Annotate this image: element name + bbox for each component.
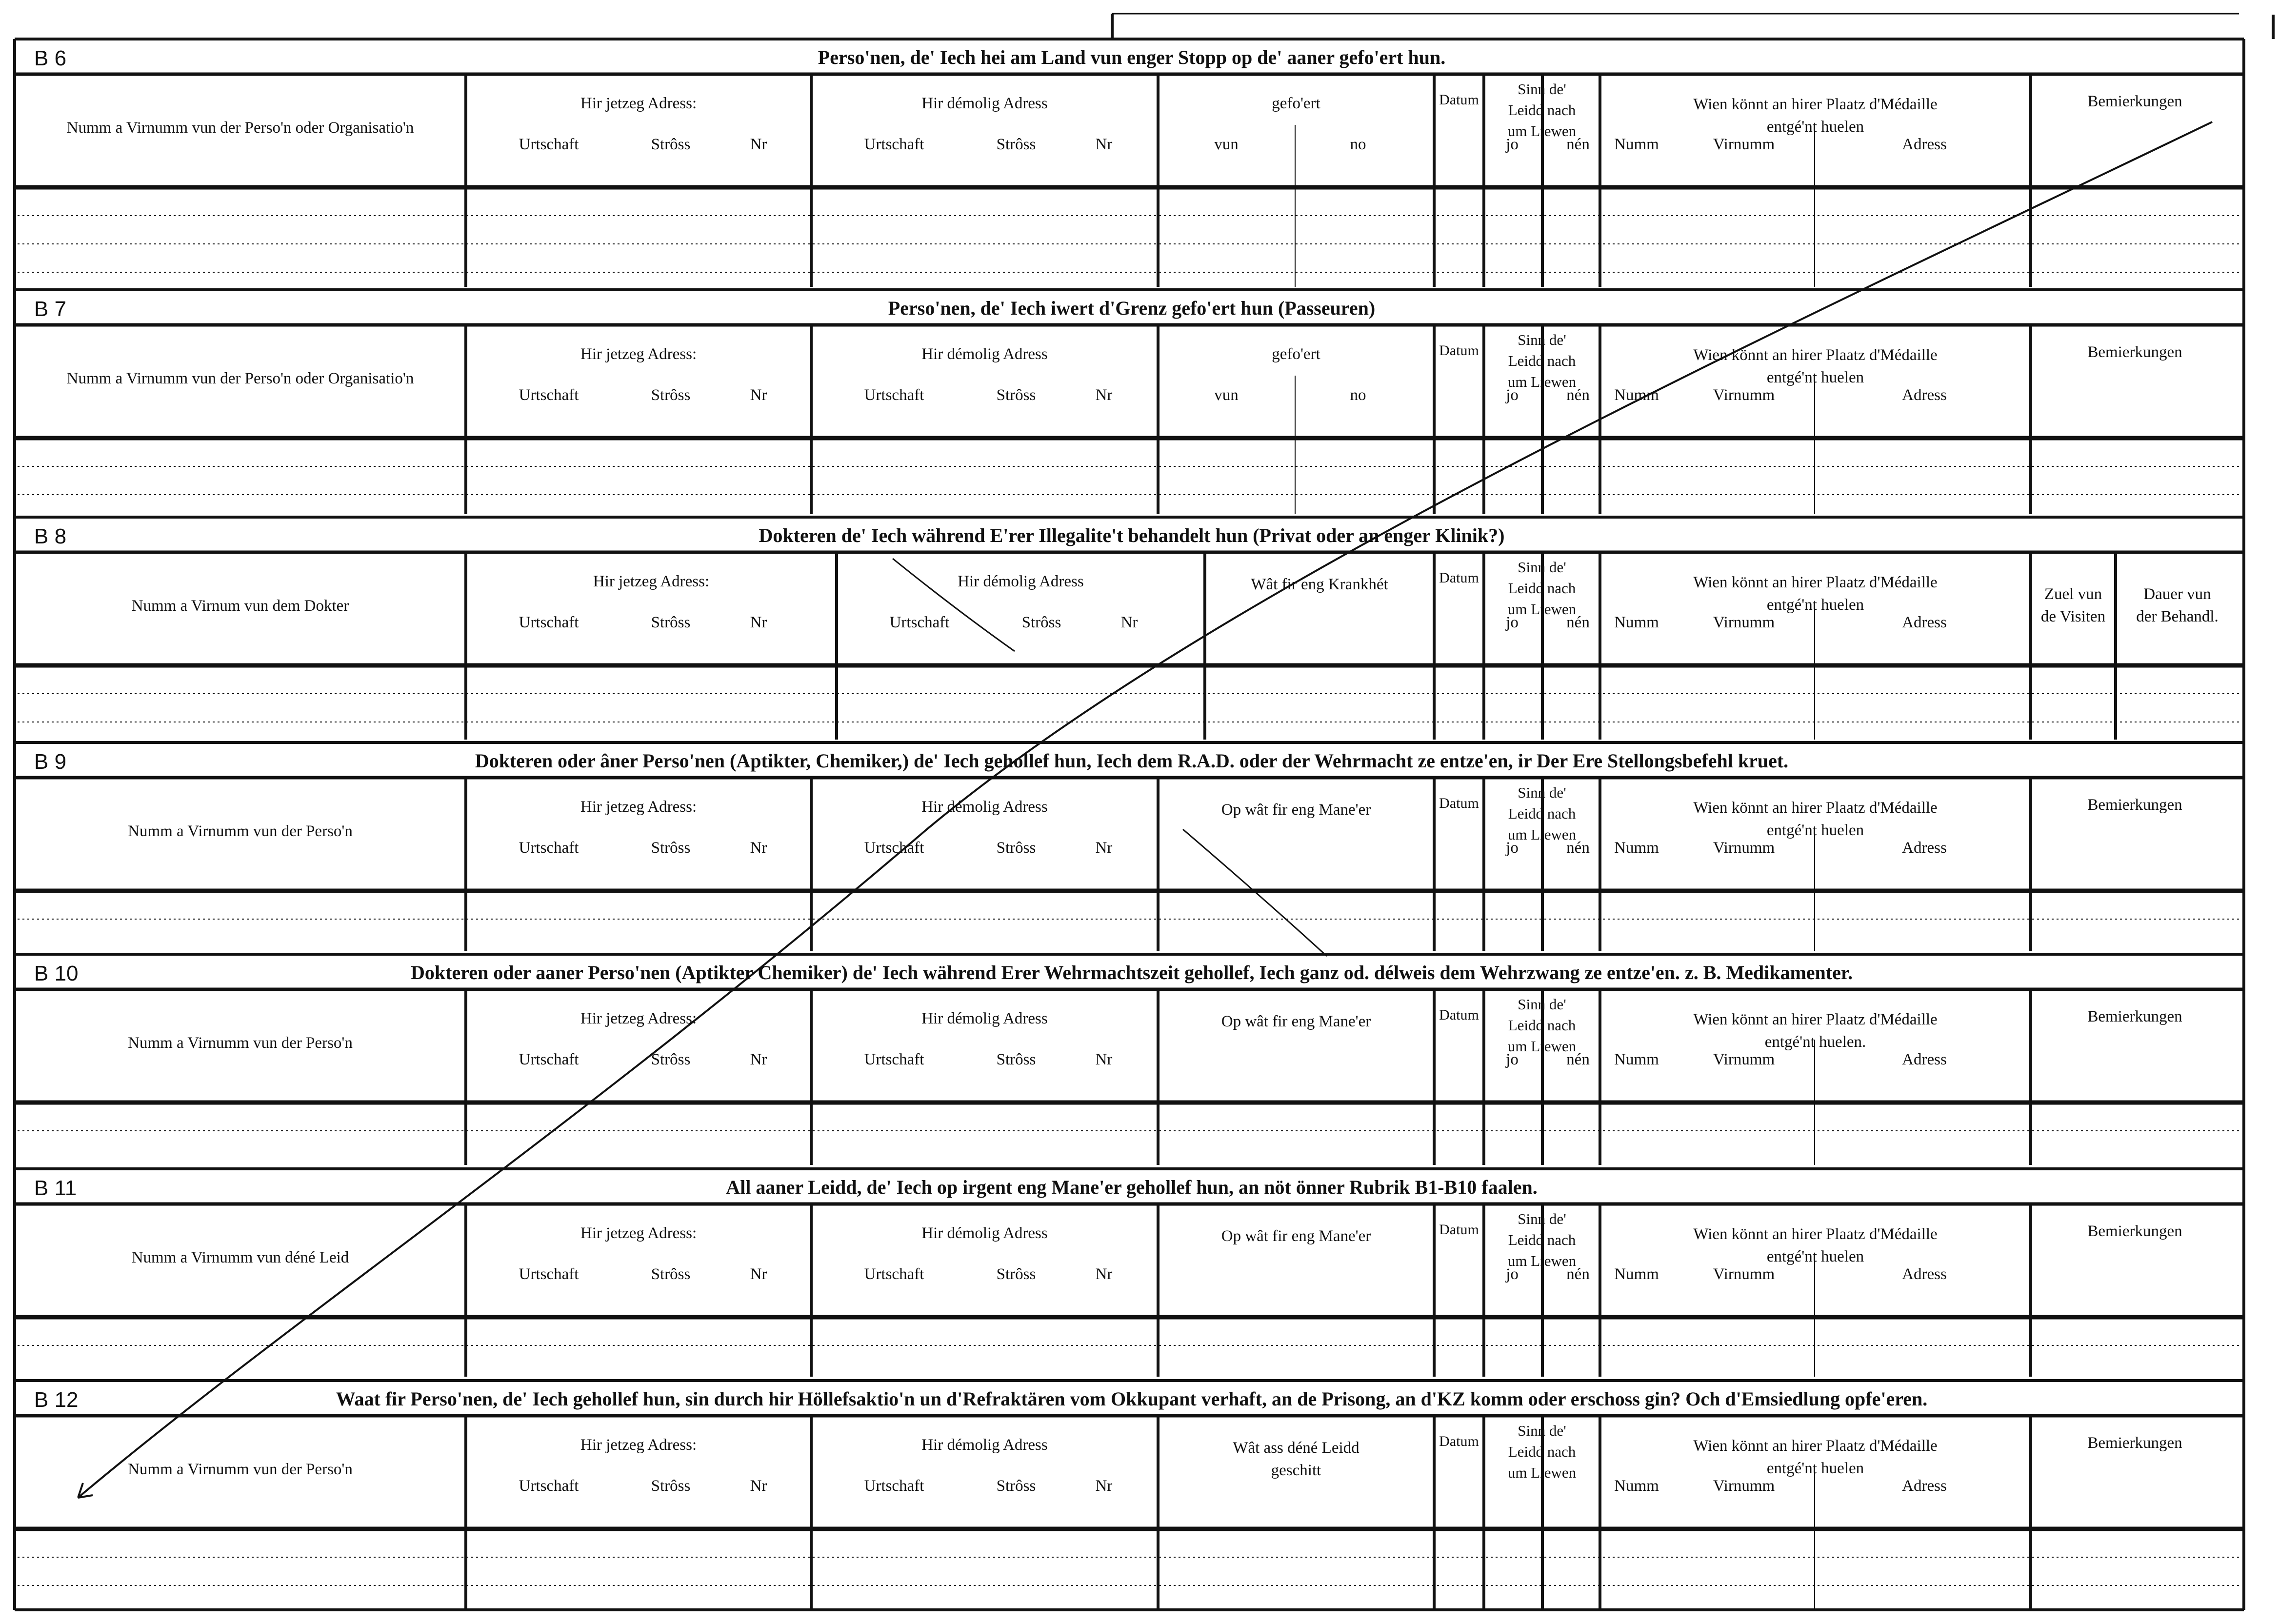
section-id: B 12: [34, 1388, 79, 1412]
current-address-number-header: Nr: [750, 839, 767, 857]
former-address-number-header: Nr: [1095, 1265, 1113, 1283]
alive-no-header: nén: [1566, 614, 1590, 631]
current-address-locality-header: Urtschaft: [519, 1051, 579, 1068]
former-address-header: Hir démolig Adress: [921, 345, 1048, 363]
medal-recipient-name-header: Numm: [1614, 386, 1659, 404]
remarks-header: Bemierkungen: [2087, 1223, 2182, 1240]
medal-recipient-header: Wien könnt an hirer Plaatz d'Médaille entgé'nt huelen: [1693, 799, 1938, 839]
medal-recipient-address-header: Adress: [1902, 614, 1947, 631]
section-id: B 10: [34, 962, 79, 985]
name-column-header: Numm a Virnum vun dem Dokter: [131, 597, 349, 615]
current-address-number-header: Nr: [750, 1051, 767, 1068]
alive-yes-header: jo: [1506, 1051, 1519, 1068]
medal-recipient-header: Wien könnt an hirer Plaatz d'Médaille entgé'nt huelen.: [1693, 1011, 1938, 1051]
section-title: Dokteren de' Iech während E'rer Illegalite't behandelt hun (Privat oder an enger Klinik?): [759, 524, 1505, 546]
current-address-header: Hir jetzeg Adress:: [580, 95, 697, 112]
current-address-locality-header: Urtschaft: [519, 1477, 579, 1495]
former-address-number-header: Nr: [1095, 1477, 1113, 1495]
date-header: Datum: [1439, 92, 1479, 108]
current-address-street-header: Strôss: [651, 1265, 691, 1283]
alive-yes-header: jo: [1506, 614, 1519, 631]
date-header: Datum: [1439, 1433, 1479, 1449]
section-id: B 11: [34, 1176, 77, 1200]
current-address-street-header: Strôss: [651, 136, 691, 153]
medal-recipient-firstname-header: Virnumm: [1713, 614, 1775, 631]
remarks-header: Bemierkungen: [2087, 796, 2182, 814]
date-header: Datum: [1439, 342, 1479, 359]
transported-header: gefo'ert: [1272, 345, 1320, 363]
medal-recipient-header: Wien könnt an hirer Plaatz d'Médaille entgé'nt huelen: [1693, 346, 1938, 386]
date-header: Datum: [1439, 570, 1479, 586]
former-address-locality-header: Urtschaft: [864, 1051, 924, 1068]
former-address-street-header: Strôss: [996, 386, 1036, 404]
alive-no-header: nén: [1566, 386, 1590, 404]
still-alive-header: Sinn de' Leidd nach um Liewen: [1507, 80, 1577, 140]
former-address-street-header: Strôss: [996, 1051, 1036, 1068]
current-address-header: Hir jetzeg Adress:: [580, 798, 697, 816]
section-id: B 7: [34, 297, 67, 321]
medal-recipient-name-header: Numm: [1614, 1265, 1659, 1283]
alive-yes-header: jo: [1506, 136, 1519, 153]
section-id: B 9: [34, 750, 67, 774]
col3-header: Op wât fir eng Mane'er: [1221, 1013, 1371, 1030]
name-column-header: Numm a Virnumm vun der Perso'n oder Organisatio'n: [66, 119, 414, 137]
remarks-header: Bemierkungen: [2087, 1008, 2182, 1025]
section-title: Dokteren oder âner Perso'nen (Aptikter, Chemiker,) de' Iech gehollef hun, Iech dem R.A.D. oder der Wehrmacht ze entze'en, ir Der Ere Stellongsbefehl kruet.: [475, 750, 1789, 772]
former-address-locality-header: Urtschaft: [864, 386, 924, 404]
remarks-header: Bemierkungen: [2087, 343, 2182, 361]
former-address-locality-header: Urtschaft: [864, 1477, 924, 1495]
former-address-locality-header: Urtschaft: [864, 136, 924, 153]
former-address-number-header: Nr: [1095, 136, 1113, 153]
former-address-street-header: Strôss: [1021, 614, 1061, 631]
still-alive-header: Sinn de' Leidd nach um Liewen: [1507, 559, 1577, 618]
alive-no-header: nén: [1566, 1265, 1590, 1283]
medal-recipient-name-header: Numm: [1614, 614, 1659, 631]
date-header: Datum: [1439, 1007, 1479, 1023]
current-address-locality-header: Urtschaft: [519, 386, 579, 404]
current-address-street-header: Strôss: [651, 1477, 691, 1495]
section-title: Perso'nen, de' Iech iwert d'Grenz gefo'ert hun (Passeuren): [888, 297, 1376, 319]
alive-no-header: nén: [1566, 1051, 1590, 1068]
medal-recipient-firstname-header: Virnumm: [1713, 1265, 1775, 1283]
current-address-street-header: Strôss: [651, 386, 691, 404]
medal-recipient-firstname-header: Virnumm: [1713, 1477, 1775, 1495]
alive-yes-header: jo: [1506, 1265, 1519, 1283]
section-title: Waat fir Perso'nen, de' Iech gehollef hun, sin durch hir Höllefsaktio'n un d'Refraktären vom Okkupant verhaft, an de Prisong, an d'KZ komm oder erschoss gin? Och d'Emsiedlung opfe'eren.: [336, 1388, 1928, 1410]
medal-recipient-address-header: Adress: [1902, 136, 1947, 153]
medal-recipient-address-header: Adress: [1902, 839, 1947, 857]
still-alive-header: Sinn de' Leidd nach um Liewen: [1507, 1422, 1577, 1481]
medal-recipient-name-header: Numm: [1614, 839, 1659, 857]
section-title: Dokteren oder aaner Perso'nen (Aptikter Chemiker) de' Iech während Erer Wehrmachtszeit gehollef, Iech ganz od. délweis dem Wehrzwang ze entze'en. z. B. Medikamenter.: [411, 962, 1853, 983]
section-id: B 8: [34, 524, 67, 548]
name-column-header: Numm a Virnumm vun der Perso'n oder Organisatio'n: [66, 370, 414, 387]
former-address-street-header: Strôss: [996, 1265, 1036, 1283]
former-address-locality-header: Urtschaft: [864, 1265, 924, 1283]
col3-header: Op wât fir eng Mane'er: [1221, 801, 1371, 819]
date-header: Datum: [1439, 795, 1479, 811]
visits-count-header: Zuel vun de Visiten: [2040, 585, 2106, 625]
current-address-street-header: Strôss: [651, 839, 691, 857]
current-address-number-header: Nr: [750, 614, 767, 631]
still-alive-header: Sinn de' Leidd nach um Liewen: [1507, 996, 1577, 1055]
current-address-number-header: Nr: [750, 1477, 767, 1495]
current-address-header: Hir jetzeg Adress:: [580, 1010, 697, 1027]
medal-recipient-address-header: Adress: [1902, 1265, 1947, 1283]
former-address-number-header: Nr: [1095, 386, 1113, 404]
medal-recipient-firstname-header: Virnumm: [1713, 839, 1775, 857]
current-address-number-header: Nr: [750, 1265, 767, 1283]
remarks-header: Bemierkungen: [2087, 93, 2182, 110]
current-address-number-header: Nr: [750, 386, 767, 404]
still-alive-header: Sinn de' Leidd nach um Liewen: [1507, 331, 1577, 390]
medal-recipient-address-header: Adress: [1902, 386, 1947, 404]
former-address-number-header: Nr: [1095, 839, 1113, 857]
transported-from-header: vun: [1214, 386, 1239, 404]
col3-header: Op wât fir eng Mane'er: [1221, 1227, 1371, 1245]
current-address-locality-header: Urtschaft: [519, 614, 579, 631]
medal-recipient-header: Wien könnt an hirer Plaatz d'Médaille entgé'nt huelen: [1693, 96, 1938, 136]
medal-recipient-header: Wien könnt an hirer Plaatz d'Médaille entgé'nt huelen: [1693, 1225, 1938, 1265]
alive-yes-header: jo: [1506, 386, 1519, 404]
medal-recipient-firstname-header: Virnumm: [1713, 386, 1775, 404]
still-alive-header: Sinn de' Leidd nach um Liewen: [1507, 784, 1577, 843]
current-address-locality-header: Urtschaft: [519, 839, 579, 857]
former-address-locality-header: Urtschaft: [889, 614, 950, 631]
former-address-street-header: Strôss: [996, 136, 1036, 153]
former-address-header: Hir démolig Adress: [921, 1224, 1048, 1242]
current-address-number-header: Nr: [750, 136, 767, 153]
current-address-header: Hir jetzeg Adress:: [580, 1224, 697, 1242]
current-address-street-header: Strôss: [651, 614, 691, 631]
current-address-locality-header: Urtschaft: [519, 136, 579, 153]
former-address-street-header: Strôss: [996, 839, 1036, 857]
medal-recipient-firstname-header: Virnumm: [1713, 136, 1775, 153]
transported-header: gefo'ert: [1272, 95, 1320, 112]
former-address-header: Hir démolig Adress: [921, 1436, 1048, 1454]
treatment-duration-header: Dauer vun der Behandl.: [2136, 585, 2219, 625]
medal-recipient-firstname-header: Virnumm: [1713, 1051, 1775, 1068]
former-address-header: Hir démolig Adress: [921, 798, 1048, 816]
date-header: Datum: [1439, 1222, 1479, 1238]
former-address-header: Hir démolig Adress: [921, 95, 1048, 112]
transported-to-header: no: [1350, 386, 1366, 404]
former-address-street-header: Strôss: [996, 1477, 1036, 1495]
medal-recipient-name-header: Numm: [1614, 1051, 1659, 1068]
medal-recipient-address-header: Adress: [1902, 1477, 1947, 1495]
current-address-street-header: Strôss: [651, 1051, 691, 1068]
name-column-header: Numm a Virnumm vun der Perso'n: [128, 1034, 353, 1052]
former-address-header: Hir démolig Adress: [958, 573, 1084, 590]
remarks-header: Bemierkungen: [2087, 1434, 2182, 1452]
former-address-locality-header: Urtschaft: [864, 839, 924, 857]
alive-yes-header: jo: [1506, 839, 1519, 857]
name-column-header: Numm a Virnumm vun déné Leid: [131, 1249, 349, 1266]
medal-recipient-name-header: Numm: [1614, 1477, 1659, 1495]
col3-header: Wât ass déné Leidd geschitt: [1233, 1439, 1359, 1479]
current-address-header: Hir jetzeg Adress:: [580, 345, 697, 363]
name-column-header: Numm a Virnumm vun der Perso'n: [128, 822, 353, 840]
transported-to-header: no: [1350, 136, 1366, 153]
current-address-header: Hir jetzeg Adress:: [593, 573, 710, 590]
section-id: B 6: [34, 46, 67, 70]
section-title: All aaner Leidd, de' Iech op irgent eng Mane'er gehollef hun, an nöt önner Rubrik B1-B10 faalen.: [726, 1176, 1538, 1198]
medal-recipient-name-header: Numm: [1614, 136, 1659, 153]
former-address-number-header: Nr: [1120, 614, 1138, 631]
section-title: Perso'nen, de' Iech hei am Land vun enger Stopp op de' aaner gefo'ert hun.: [818, 46, 1446, 68]
medal-recipient-header: Wien könnt an hirer Plaatz d'Médaille entgé'nt huelen: [1693, 1437, 1938, 1477]
medal-recipient-header: Wien könnt an hirer Plaatz d'Médaille entgé'nt huelen: [1693, 574, 1938, 614]
still-alive-header: Sinn de' Leidd nach um Liewen: [1507, 1210, 1577, 1269]
former-address-number-header: Nr: [1095, 1051, 1113, 1068]
current-address-header: Hir jetzeg Adress:: [580, 1436, 697, 1454]
alive-no-header: nén: [1566, 136, 1590, 153]
alive-no-header: nén: [1566, 839, 1590, 857]
col3-header: Wât fir eng Krankhét: [1251, 576, 1388, 593]
transported-from-header: vun: [1214, 136, 1239, 153]
name-column-header: Numm a Virnumm vun der Perso'n: [128, 1461, 353, 1478]
current-address-locality-header: Urtschaft: [519, 1265, 579, 1283]
medal-recipient-address-header: Adress: [1902, 1051, 1947, 1068]
former-address-header: Hir démolig Adress: [921, 1010, 1048, 1027]
